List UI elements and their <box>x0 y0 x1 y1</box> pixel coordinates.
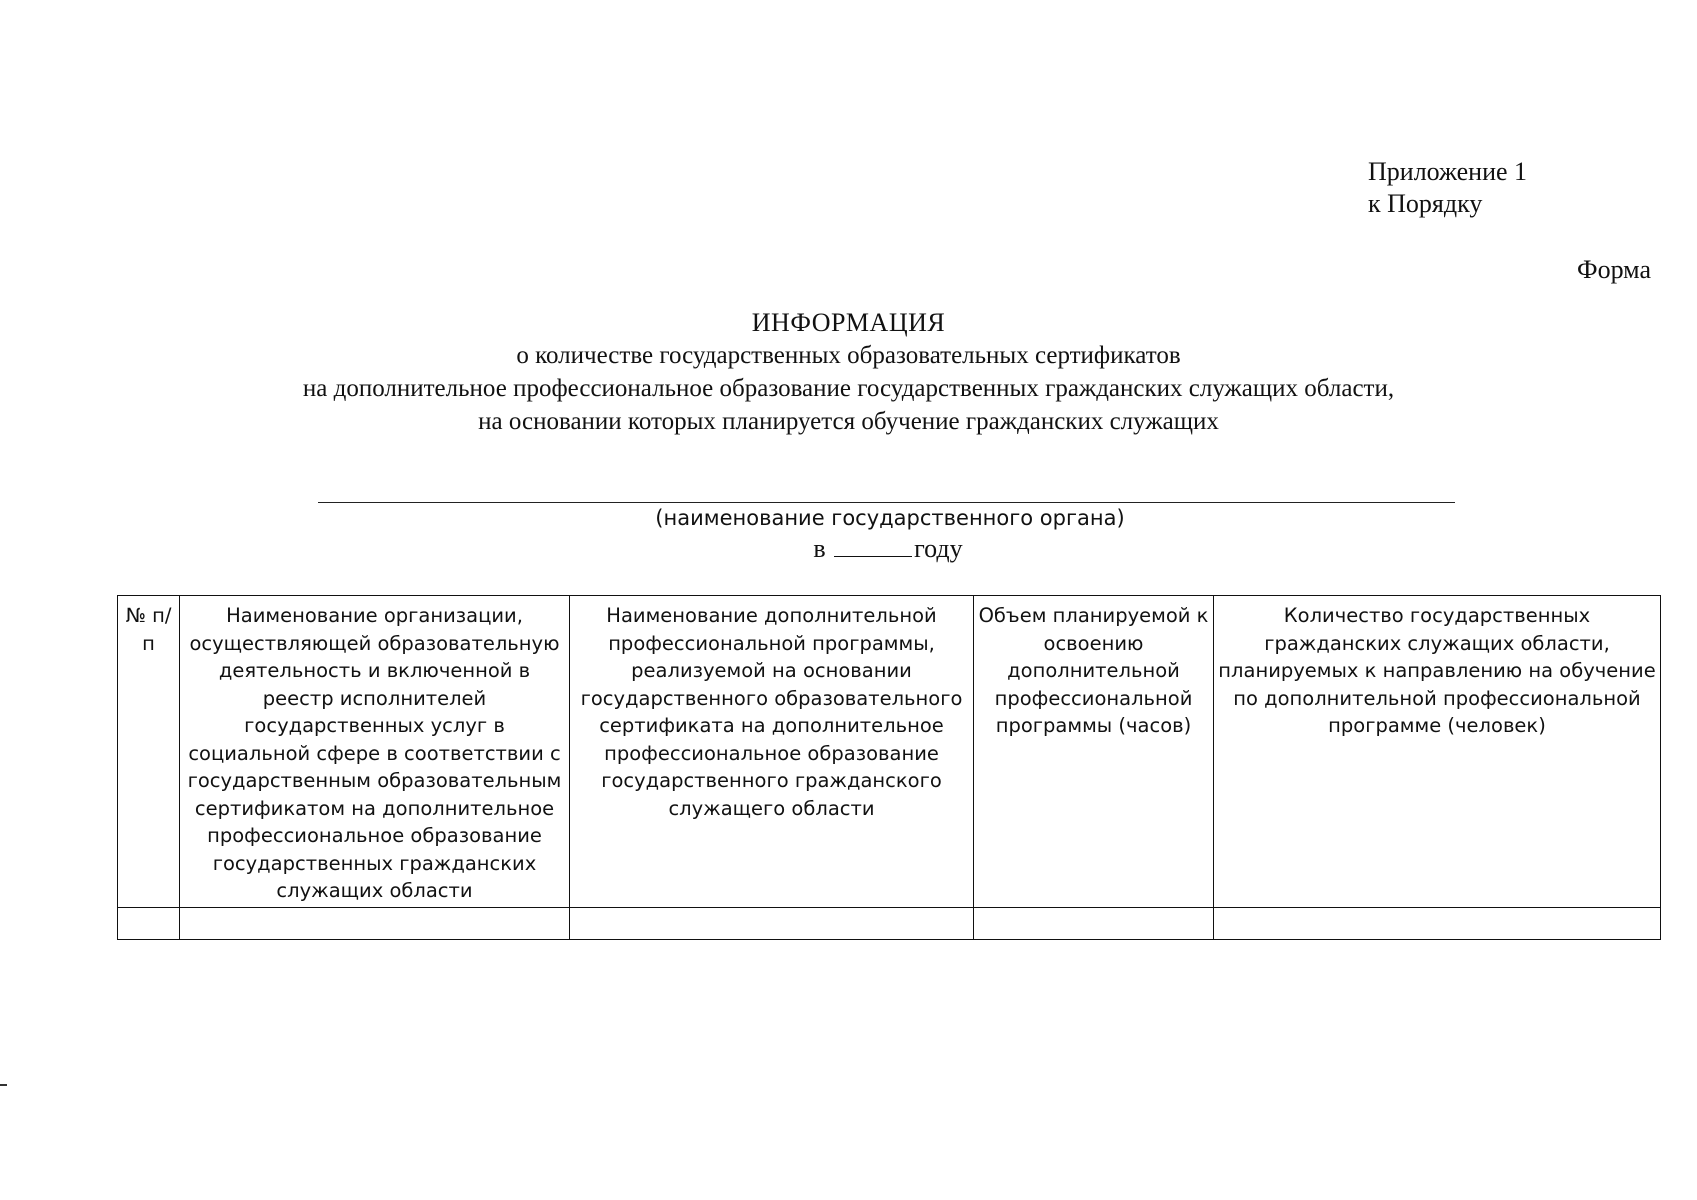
organization-name-line <box>318 502 1455 503</box>
year-blank-field <box>834 534 912 557</box>
header-program-name: Наименование дополнительной профессиональной программы, реализуемой на основании государственного образовательного сертификата на дополнительное профессиональное образование государственного гражданского служащего области <box>570 596 974 908</box>
year-prefix: в <box>813 534 826 563</box>
header-organization: Наименование организации, осуществляющей образовательную деятельность и включенной в реестр исполнителей государственных услуг в социальной сфере в соответствии с государственным образовательным сертификатом на дополнительное профессиональное образование государственных гражданских служащих области <box>180 596 570 908</box>
table-cell <box>1214 907 1661 939</box>
table-row <box>118 907 1661 939</box>
document-subtitle-line-1: о количестве государственных образовательных сертификатов <box>516 342 1181 369</box>
header-program-hours: Объем планируемой к освоению дополнительной профессиональной программы (часов) <box>974 596 1214 908</box>
appendix-number: Приложение 1 <box>1368 157 1528 186</box>
header-employee-count: Количество государственных гражданских служащих области, планируемых к направлению на обучение по дополнительной профессиональной программе (человек) <box>1214 596 1661 908</box>
header-number: № п/п <box>118 596 180 908</box>
document-subtitle-line-3: на основании которых планируется обучение гражданских служащих <box>478 408 1219 435</box>
year-suffix: году <box>914 534 963 563</box>
organization-name-caption: (наименование государственного органа) <box>655 506 1125 530</box>
document-title: ИНФОРМАЦИЯ <box>751 308 946 337</box>
table-cell <box>118 907 180 939</box>
document-title-block <box>0 306 1697 438</box>
certificates-table <box>117 595 1661 940</box>
appendix-reference <box>1368 156 1527 220</box>
table-header-row <box>118 596 1661 908</box>
table-cell <box>570 907 974 939</box>
page-edge-mark <box>0 1084 7 1086</box>
form-label: Форма <box>1577 255 1651 284</box>
appendix-order-ref: к Порядку <box>1368 189 1483 218</box>
document-subtitle-line-2: на дополнительное профессиональное образование государственных гражданских служащих области, <box>302 375 1395 402</box>
year-line <box>0 533 1697 565</box>
table-cell <box>974 907 1214 939</box>
table-cell <box>180 907 570 939</box>
